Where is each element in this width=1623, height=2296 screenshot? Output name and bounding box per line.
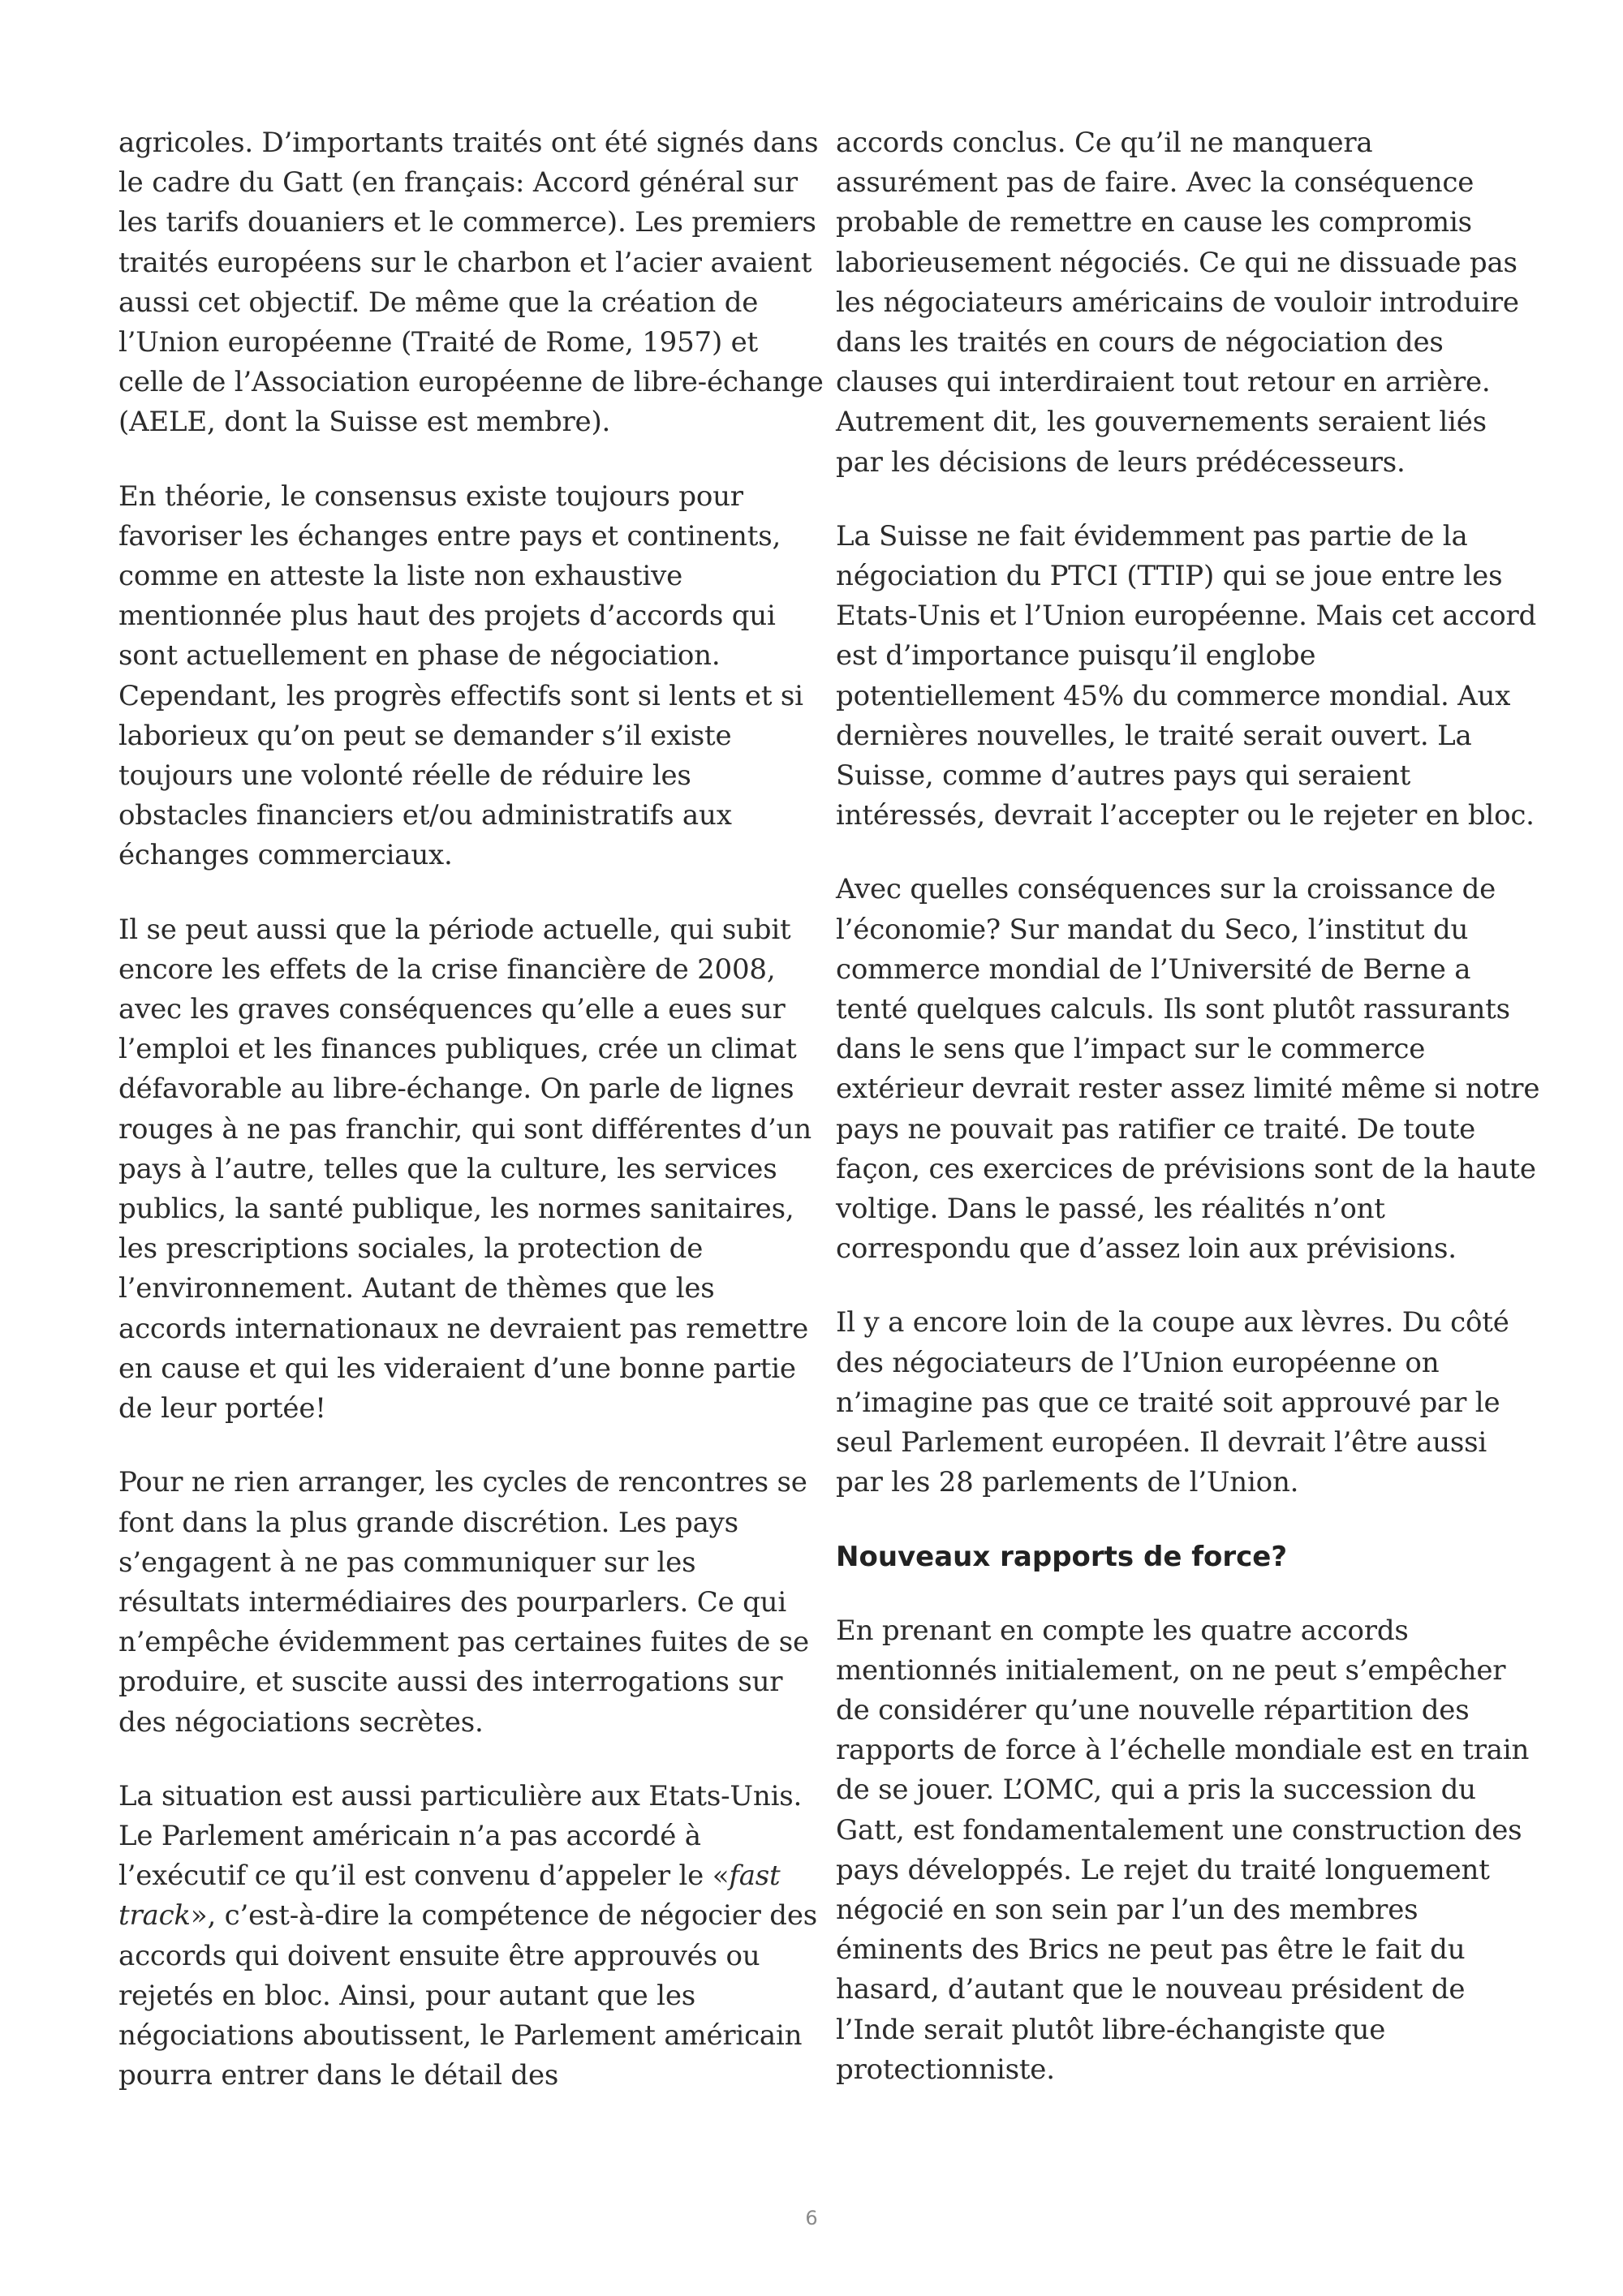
paragraph-left-1: agricoles. D’importants traités ont été signés dans le cadre du Gatt (en français: Accord général sur les tarifs douaniers et le commerce). Les premiers traités européens sur le charbon et l’acier avaient aussi cet objectif. De même que la création de l’Union européenne (Traité de Rome, 1957) et celle de l’Association européenne de libre-échange (AELE, dont la Suisse est membre). — [118, 127, 824, 439]
section-heading: Nouveaux rapports de force? — [836, 1540, 1288, 1573]
paragraph-right-4: Il y a encore loin de la coupe aux lèvres. Du côté des négociateurs de l’Union européenne on n’imagine pas que ce traité soit approuvé par le seul Parlement européen. Il devrait l’être aussi par les 28 parlements de l’Union. — [836, 1306, 1509, 1499]
left-column — [118, 123, 824, 2130]
fast-track-term: fast track — [118, 1860, 781, 1933]
paragraph-left-5-text-a: La situation est aussi particulière aux Etats-Unis. Le Parlement américain n’a pas accordé à l’exécutif ce qu’il est convenu d’appeler le « — [118, 1779, 803, 1893]
paragraph-right-1: accords conclus. Ce qu’il ne manquera assurément pas de faire. Avec la conséquence probable de remettre en cause les compromis laborieusement négociés. Ce qui ne dissuade pas les négociateurs américains de vouloir introduire dans les traités en cours de négociation des clauses qui interdiraient tout retour en arrière. Autrement dit, les gouvernements seraient liés par les décisions de leurs prédécesseurs. — [836, 127, 1519, 479]
paragraph-right-5: En prenant en compte les quatre accords mentionnés initialement, on ne peut s’empêcher de considérer qu’une nouvelle répartition des rapports de force à l’échelle mondiale est en train de se jouer. L’OMC, qui a pris la succession du Gatt, est fondamentalement une construction des pays développés. Le rejet du traité longuement négocié en son sein par l’un des membres éminents des Brics ne peut pas être le fait du hasard, d’autant que le nouveau président de l’Inde serait plutôt libre-échangiste que protectionniste. — [836, 1614, 1530, 2086]
paragraph-right-3: Avec quelles conséquences sur la croissance de l’économie? Sur mandat du Seco, l’institut du commerce mondial de l’Université de Berne a tenté quelques calculs. Ils sont plutôt rassurants dans le sens que l’impact sur le commerce extérieur devrait rester assez limité même si notre pays ne pouvait pas ratifier ce traité. De toute façon, ces exercices de prévisions sont de la haute voltige. Dans le passé, les réalités n’ont correspondu que d’assez loin aux prévisions. — [836, 873, 1540, 1266]
paragraph-left-4: Pour ne rien arranger, les cycles de rencontres se font dans la plus grande discrétion. Les pays s’engagent à ne pas communiquer sur les résultats intermédiaires des pourparlers. Ce qui n’empêche évidemment pas certaines fuites de se produire, et suscite aussi des interrogations sur des négociations secrètes. — [118, 1466, 809, 1739]
right-column — [836, 123, 1542, 2124]
paragraph-left-3: Il se peut aussi que la période actuelle, qui subit encore les effets de la crise financière de 2008, avec les graves conséquences qu’elle a eues sur l’emploi et les finances publiques, crée un climat défavorable au libre-échange. On parle de lignes rouges à ne pas franchir, qui sont différentes d’un pays à l’autre, telles que la culture, les services publics, la santé publique, les normes sanitaires, les prescriptions sociales, la protection de l’environnement. Autant de thèmes que les accords internationaux ne devraient pas remettre en cause et qui les videraient d’une bonne partie de leur portée! — [118, 913, 812, 1425]
paragraph-left-2: En théorie, le consensus existe toujours pour favoriser les échanges entre pays et continents, comme en atteste la liste non exhaustive mentionnée plus haut des projets d’accords qui sont actuellement en phase de négociation. Cependant, les progrès effectifs sont si lents et si laborieux qu’on peut se demander s’il existe toujours une volonté réelle de réduire les obstacles financiers et/ou administratifs aux échanges commerciaux. — [118, 479, 803, 872]
paragraph-right-2: La Suisse ne fait évidemment pas partie de la négociation du PTCI (TTIP) qui se joue entre les Etats-Unis et l’Union européenne. Mais cet accord est d’importance puisqu’il englobe potentiellement 45% du commerce mondial. Aux dernières nouvelles, le traité serait ouvert. La Suisse, comme d’autres pays qui seraient intéressés, devrait l’accepter ou le rejeter en bloc. — [836, 519, 1537, 832]
paragraph-left-5-text-b: », c’est-à-dire la compétence de négocier des accords qui doivent ensuite être approuvés ou rejetés en bloc. Ainsi, pour autant que les négociations aboutissent, le Parlement américain pourra entrer dans le détail des — [118, 1899, 818, 2092]
paragraph-left-5 — [118, 1777, 824, 2096]
page-number: 6 — [805, 2207, 818, 2229]
